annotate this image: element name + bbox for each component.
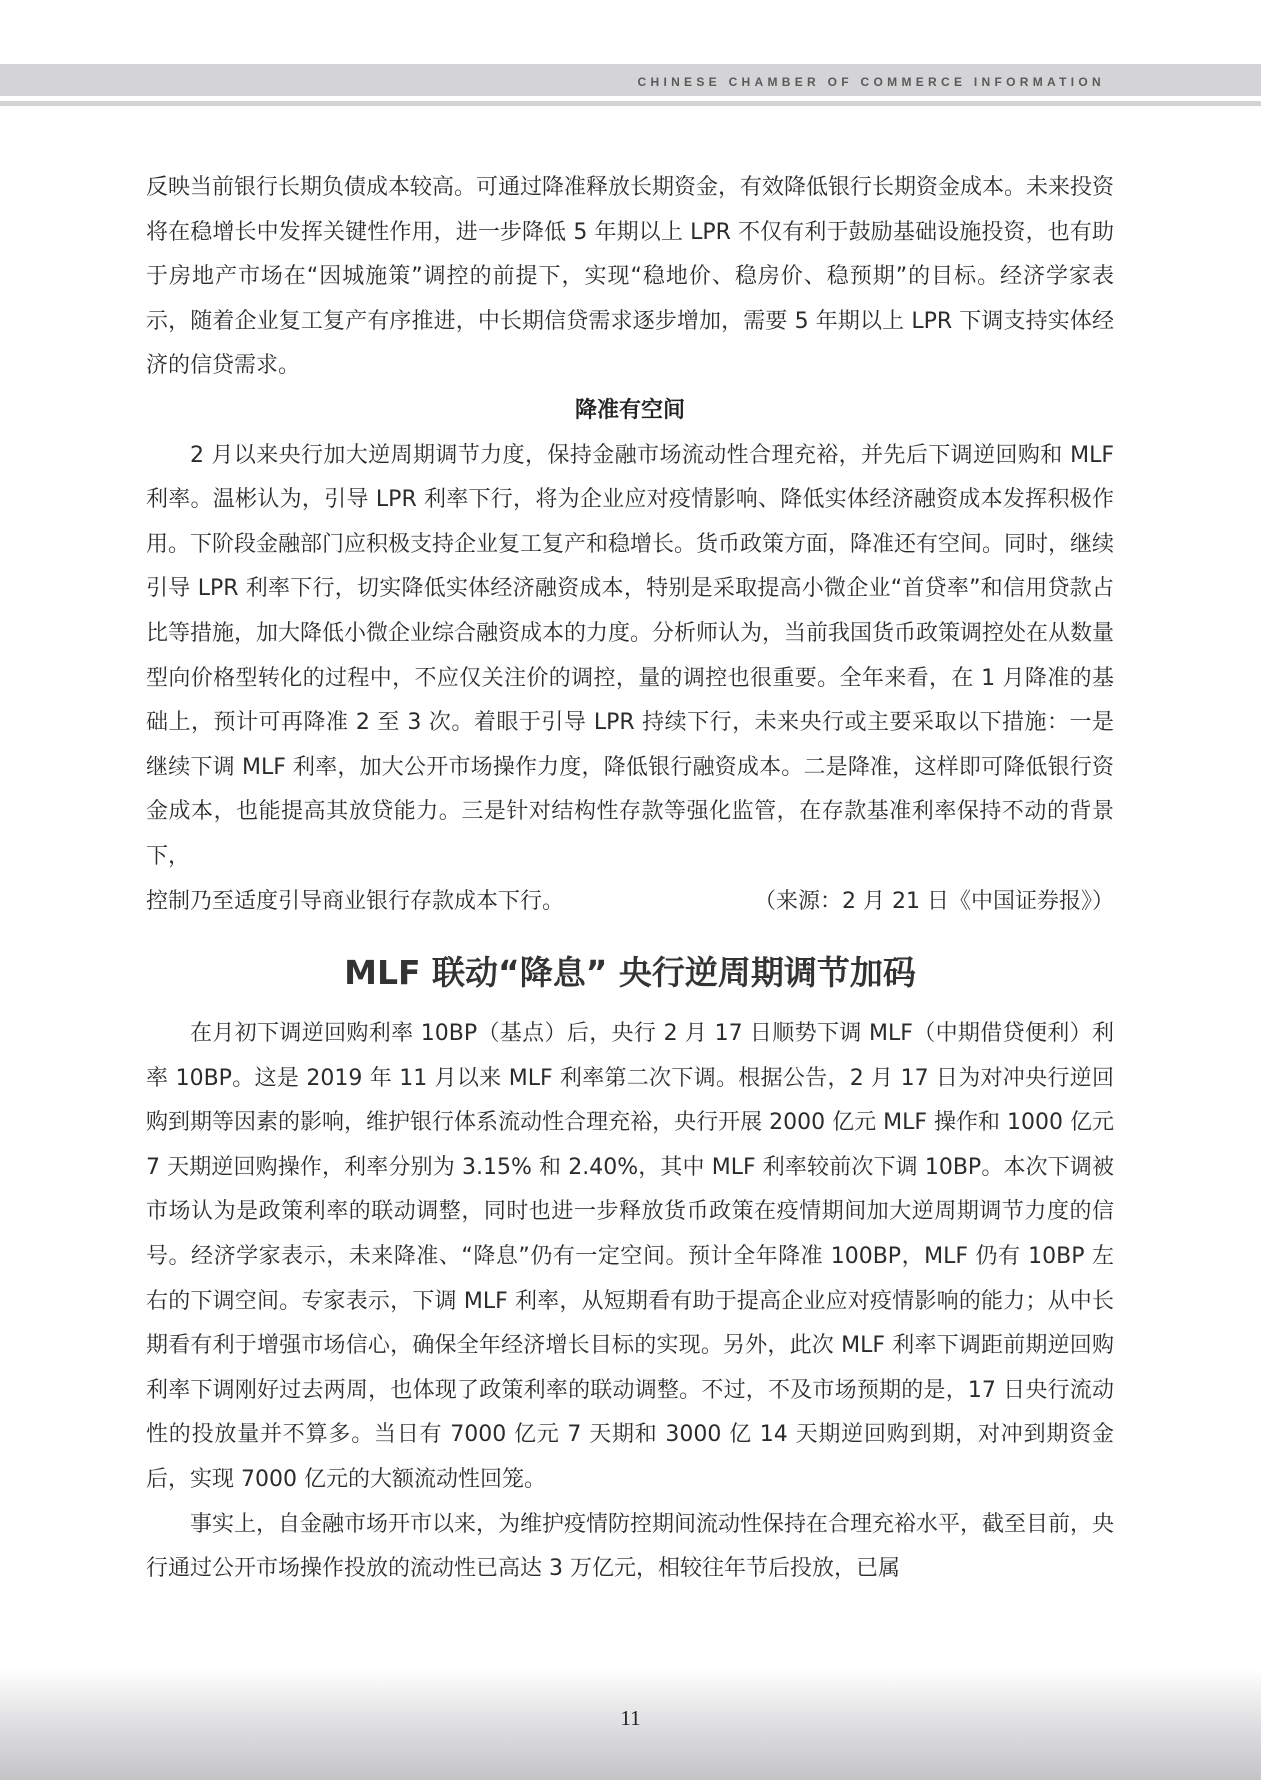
- page-number: 11: [620, 1706, 641, 1730]
- page-content: [146, 166, 1114, 1592]
- paragraph-continued: 反映当前银行长期负债成本较高。可通过降准释放长期资金，有效降低银行长期资金成本。未来投资将在稳增长中发挥关键性作用，进一步降低 5 年期以上 LPR 不仅有利于鼓励基础设施投资，也有助于房地产市场在“因城施策”调控的前提下，实现“稳地价、稳房价、稳预期”的目标。经济学家表示，随着企业复工复产有序推进，中长期信贷需求逐步增加，需要 5 年期以上 LPR 下调支持实体经济的信贷需求。: [146, 175, 1115, 379]
- header-rule: [0, 101, 1261, 106]
- section-subheading: 降准有空间: [574, 397, 685, 423]
- running-header: CHINESE CHAMBER OF COMMERCE INFORMATION: [637, 75, 1105, 89]
- article-paragraph-2: 事实上，自金融市场开市以来，为维护疫情防控期间流动性保持在合理充裕水平，截至目前，央行通过公开市场操作投放的流动性已高达 3 万亿元，相较往年节后投放，已属: [146, 1511, 1115, 1582]
- source-line: [146, 880, 1114, 925]
- paragraph-rrr-room: [146, 434, 1114, 880]
- paragraph-rrr-room-text: 2 月以来央行加大逆周期调节力度，保持金融市场流动性合理充裕，并先后下调逆回购和 MLF 利率。温彬认为，引导 LPR 利率下行，将为企业应对疫情影响、降低实体经济融资成本发挥积极作用。下阶段金融部门应积极支持企业复工复产和稳增长。货币政策方面，降准还有空间。同时，继续引导 LPR 利率下行，切实降低实体经济融资成本，特别是采取提高小微企业“首贷率”和信用贷款占比等措施，加大降低小微企业综合融资成本的力度。分析师认为，当前我国货币政策调控处在从数量型向价格型转化的过程中，不应仅关注价的调控，量的调控也很重要。全年来看，在 1 月降准的基础上，预计可再降准 2 至 3 次。着眼于引导 LPR 持续下行，未来央行或主要采取以下措施：一是继续下调 MLF 利率，加大公开市场操作力度，降低银行融资成本。二是降准，这样即可降低银行资金成本，也能提高其放贷能力。三是针对结构性存款等强化监管，在存款基准利率保持不动的背景下，: [146, 442, 1115, 869]
- source-citation: （来源：2 月 21 日《中国证券报》）: [754, 888, 1114, 914]
- article-title: MLF 联动“降息” 央行逆周期调节加码: [344, 953, 916, 993]
- paragraph-rrr-room-last-line: 控制乃至适度引导商业银行存款成本下行。: [146, 888, 565, 914]
- article-paragraph-1: 在月初下调逆回购利率 10BP（基点）后，央行 2 月 17 日顺势下调 MLF（中期借贷便利）利率 10BP。这是 2019 年 11 月以来 MLF 利率第二次下调。根据公告，2 月 17 日为对冲央行逆回购到期等因素的影响，维护银行体系流动性合理充裕，央行开展 2000 亿元 MLF 操作和 1000 亿元 7 天期逆回购操作，利率分别为 3.15% 和 2.40%，其中 MLF 利率较前次下调 10BP。本次下调被市场认为是政策利率的联动调整，同时也进一步释放货币政策在疫情期间加大逆周期调节力度的信号。经济学家表示，未来降准、“降息”仍有一定空间。预计全年降准 100BP，MLF 仍有 10BP 左右的下调空间。专家表示，下调 MLF 利率，从短期看有助于提高企业应对疫情影响的能力；从中长期看有利于增强市场信心，确保全年经济增长目标的实现。另外，此次 MLF 利率下调距前期逆回购利率下调刚好过去两周，也体现了政策利率的联动调整。不过，不及市场预期的是，17 日央行流动性的投放量并不算多。当日有 7000 亿元 7 天期和 3000 亿 14 天期逆回购到期，对冲到期资金后，实现 7000 亿元的大额流动性回笼。: [146, 1021, 1114, 1493]
